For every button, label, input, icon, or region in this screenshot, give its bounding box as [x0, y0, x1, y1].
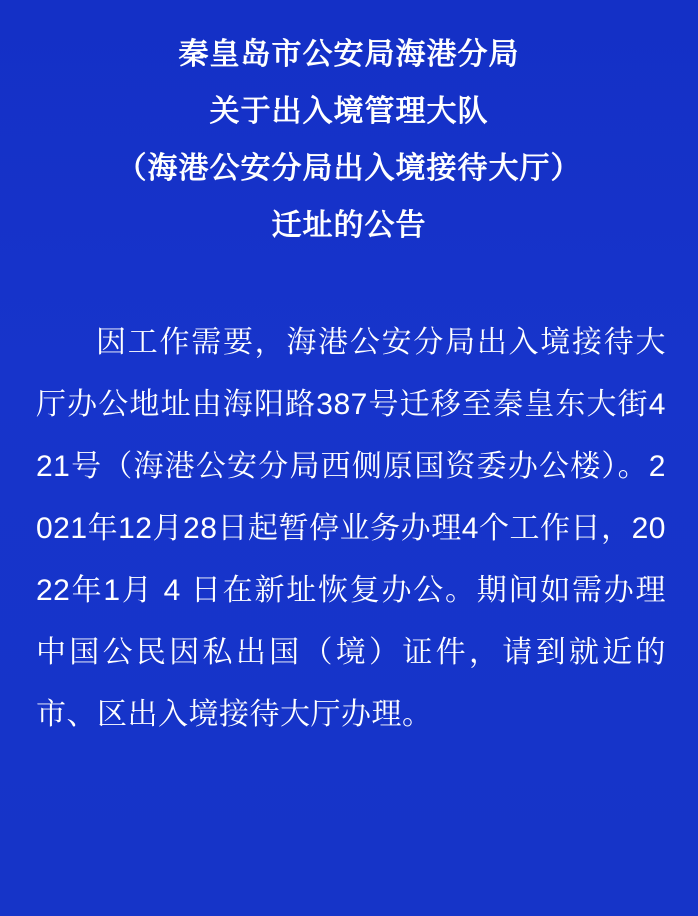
poster-title	[0, 0, 698, 254]
title-line-3: （海港公安分局出入境接待大厅）	[116, 152, 582, 185]
title-line-1: 秦皇岛市公安局海港分局	[178, 38, 520, 71]
title-line-2: 关于出入境管理大队	[209, 95, 489, 128]
title-line-4: 迁址的公告	[271, 209, 427, 242]
poster-body	[0, 312, 698, 746]
announcement-body-text: 因工作需要，海港公安分局出入境接待大厅办公地址由海阳路387号迁移至秦皇东大街421号（海港公安分局西侧原国资委办公楼）。2021年12月28日起暂停业务办理4个工作日，2022年1月 4 日在新址恢复办公。期间如需办理中国公民因私出国（境）证件，请到就近的市、区出入境接待大厅办理。	[36, 326, 666, 731]
